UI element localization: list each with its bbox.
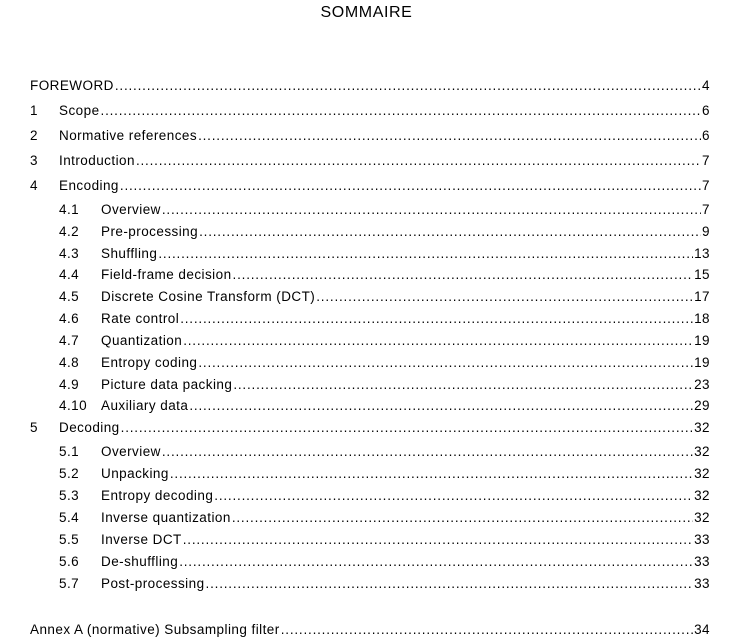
toc-entry[interactable] [30,353,710,373]
toc-entry[interactable] [30,222,710,242]
toc-dot-leader [214,486,693,506]
toc-entry-page: 13 [694,246,710,261]
toc-entry-label: Normative references [59,128,198,143]
toc-entry-number: 5.2 [59,466,80,481]
toc-dot-leader [115,76,701,96]
toc-dot-leader [316,287,693,307]
toc-dot-leader [281,620,693,640]
toc-dot-leader [158,244,693,264]
toc-entry-label: Annex A (normative) Subsampling filter [30,622,280,637]
toc-dot-leader [180,309,693,329]
toc-dot-leader [101,101,702,121]
toc-entry[interactable] [30,200,710,220]
toc-entry-number: 4.6 [59,311,80,326]
toc-entry-number: 5.1 [59,444,80,459]
toc-entry-page: 32 [694,420,710,435]
toc-entry-label: Scope [59,103,100,118]
toc-entry-label: Decoding [59,420,120,435]
toc-entry-label: Introduction [59,153,135,168]
toc-entry-label: Inverse quantization [101,510,231,525]
toc-entry-page: 4 [702,78,710,93]
toc-entry-number: 4.3 [59,246,80,261]
toc-entry-number: 5.7 [59,576,80,591]
toc-entry-label: Unpacking [101,466,169,481]
toc-dot-leader [206,574,694,594]
toc-entry[interactable] [30,126,710,146]
toc-entry-number: 4.8 [59,355,80,370]
toc-entry[interactable] [30,331,710,351]
toc-entry-number: 2 [30,128,38,143]
toc-entry-number: 5.5 [59,532,80,547]
toc-dot-leader [198,353,693,373]
toc-entry-page: 34 [694,622,710,637]
toc-entry-number: 4.5 [59,289,80,304]
toc-entry-number: 4.2 [59,224,80,239]
toc-dot-leader [183,530,693,550]
toc-entry-label: Discrete Cosine Transform (DCT) [101,289,316,304]
toc-entry-label: Auxiliary data [101,398,189,413]
toc-entry-number: 4.9 [59,377,80,392]
toc-entry[interactable] [30,375,710,395]
toc-entry-page: 19 [694,333,710,348]
toc-entry-page: 7 [702,202,710,217]
toc-dot-leader [199,222,701,242]
toc-entry[interactable] [30,620,710,640]
toc-dot-leader [120,176,701,196]
toc-entry-page: 32 [694,510,710,525]
toc-entry-label: Shuffling [101,246,158,261]
toc-entry[interactable] [30,76,710,96]
toc-entry[interactable] [30,244,710,264]
toc-entry-page: 17 [694,289,710,304]
toc-entry-number: 3 [30,153,38,168]
toc-entry[interactable] [30,176,710,196]
toc-entry[interactable] [30,309,710,329]
toc-entry-label: Pre-processing [101,224,199,239]
toc-entry-label: Rate control [101,311,180,326]
toc-entry-page: 6 [702,128,710,143]
toc-entry-number: 4.4 [59,267,80,282]
toc-entry-page: 32 [694,466,710,481]
toc-dot-leader [183,331,693,351]
toc-entry[interactable] [30,464,710,484]
toc-entry-number: 4 [30,178,38,193]
toc-entry[interactable] [30,396,710,416]
toc-entry[interactable] [30,151,710,171]
toc-entry[interactable] [30,265,710,285]
toc-entry-page: 33 [694,554,710,569]
toc-entry-page: 15 [694,267,710,282]
toc-dot-leader [232,508,693,528]
toc-entry-label: Picture data packing [101,377,233,392]
toc-entry-label: Entropy decoding [101,488,214,503]
toc-entry-page: 32 [694,444,710,459]
toc-entry-page: 9 [702,224,710,239]
toc-entry-label: Entropy coding [101,355,198,370]
toc-entry-page: 32 [694,488,710,503]
toc-entry[interactable] [30,486,710,506]
toc-entry-page: 7 [702,153,710,168]
toc-dot-leader [189,396,693,416]
toc-entry-page: 18 [694,311,710,326]
toc-entry-page: 6 [702,103,710,118]
toc-entry-label: Overview [101,444,161,459]
toc-entry-label: Quantization [101,333,183,348]
toc-entry-label: Field-frame decision [101,267,232,282]
toc-entry-label: Post-processing [101,576,205,591]
toc-entry[interactable] [30,508,710,528]
toc-entry-number: 4.7 [59,333,80,348]
toc-entry-number: 5.4 [59,510,80,525]
toc-entry-page: 33 [694,576,710,591]
toc-entry-label: FOREWORD [30,78,114,93]
toc-entry-page: 7 [702,178,710,193]
toc-dot-leader [136,151,701,171]
toc-entry-page: 33 [694,532,710,547]
toc-dot-leader [162,200,701,220]
toc-entry[interactable] [30,574,710,594]
toc-entry[interactable] [30,442,710,462]
toc-dot-leader [233,265,694,285]
toc-entry-number: 4.10 [59,398,88,413]
toc-entry-label: Encoding [59,178,119,193]
toc-dot-leader [179,552,693,572]
toc-entry[interactable] [30,101,710,121]
toc-dot-leader [121,418,693,438]
toc-entry[interactable] [30,418,710,438]
toc-entry-number: 1 [30,103,38,118]
toc-entry-page: 23 [694,377,710,392]
toc-entry[interactable] [30,530,710,550]
toc-entry-number: 4.1 [59,202,80,217]
toc-dot-leader [198,126,701,146]
toc-entry-label: Overview [101,202,161,217]
toc-entry-number: 5.6 [59,554,80,569]
toc-entry[interactable] [30,287,710,307]
toc-dot-leader [170,464,693,484]
toc-entry-page: 29 [694,398,710,413]
page-title: SOMMAIRE [320,4,413,21]
toc-entry-number: 5 [30,420,38,435]
toc-entry[interactable] [30,552,710,572]
toc-entry-label: De-shuffling [101,554,179,569]
toc-entry-label: Inverse DCT [101,532,182,547]
toc-entry-page: 19 [694,355,710,370]
toc-entry-number: 5.3 [59,488,80,503]
toc-dot-leader [162,442,693,462]
toc-dot-leader [233,375,693,395]
